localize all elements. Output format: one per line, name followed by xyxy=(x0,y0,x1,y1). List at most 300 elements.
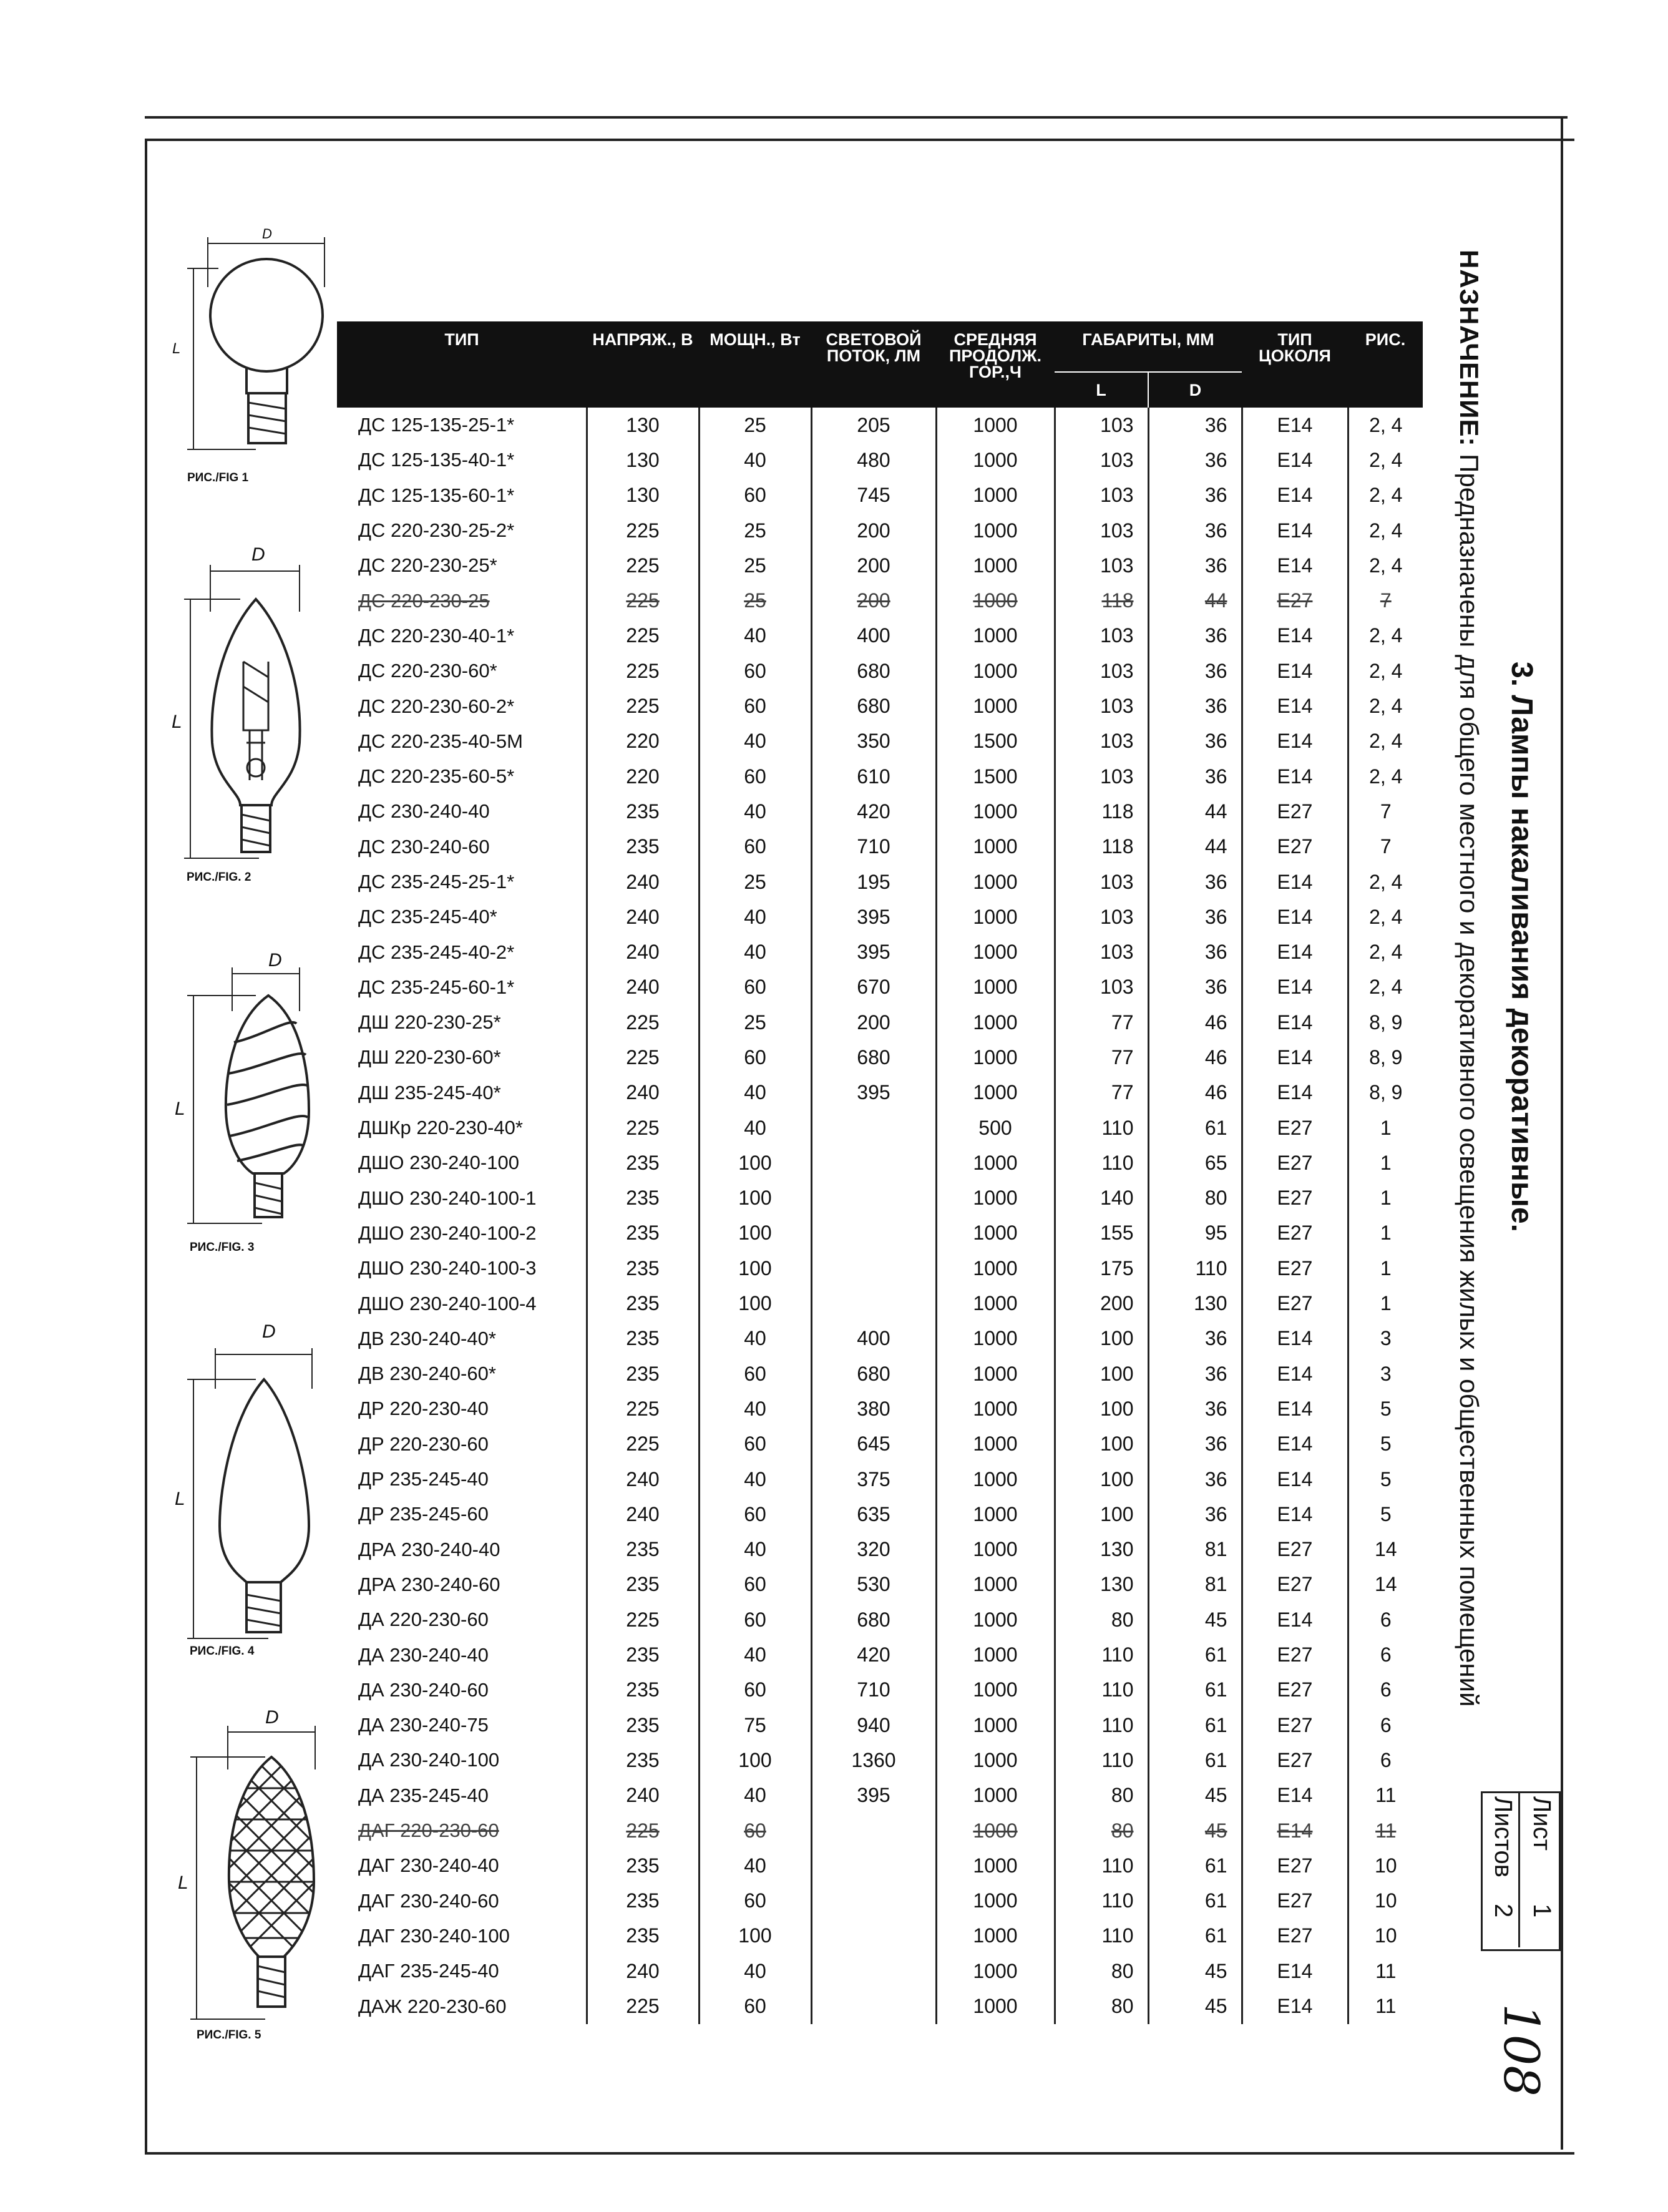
cell-dim-d: 81 xyxy=(1148,1567,1242,1602)
cell-power: 25 xyxy=(699,583,811,618)
table-row xyxy=(337,1637,1423,1672)
figure-1 xyxy=(168,225,349,484)
cell-type: ДС 235-245-25-1* xyxy=(358,871,515,893)
cell-fig: 11 xyxy=(1348,1813,1423,1848)
cell-type: ДА 230-240-75 xyxy=(358,1714,489,1736)
figure-3-d: D xyxy=(268,950,282,971)
stamp-sheet-label: Лист xyxy=(1528,1796,1556,1851)
cell-type: ДР 220-230-60 xyxy=(358,1432,489,1455)
cell-type: ДАГ 230-240-40 xyxy=(358,1854,499,1877)
cell-dim-d: 61 xyxy=(1148,1883,1242,1918)
table-row xyxy=(337,1286,1423,1321)
cell-life: 500 xyxy=(936,1110,1055,1145)
cell-fig: 2, 4 xyxy=(1348,513,1423,548)
cell-fig: 2, 4 xyxy=(1348,653,1423,688)
table-row xyxy=(337,1251,1423,1286)
cell-base: E14 xyxy=(1242,1321,1348,1356)
table-row xyxy=(337,1321,1423,1356)
cell-power: 40 xyxy=(699,1532,811,1567)
cell-base: E14 xyxy=(1242,408,1348,443)
cell-dim-d: 36 xyxy=(1148,759,1242,794)
table-row xyxy=(337,619,1423,653)
cell-dim-d: 45 xyxy=(1148,1813,1242,1848)
cell-flux: 680 xyxy=(811,1356,936,1391)
cell-fig: 11 xyxy=(1348,1954,1423,1989)
table-row xyxy=(337,478,1423,513)
cell-type: ДС 230-240-40 xyxy=(358,800,490,823)
cell-dim-l: 175 xyxy=(1055,1251,1148,1286)
cell-power: 60 xyxy=(699,1040,811,1075)
cell-fig: 2, 4 xyxy=(1348,759,1423,794)
cell-voltage: 225 xyxy=(587,1813,699,1848)
cell-type: ДВ 230-240-60* xyxy=(358,1363,496,1385)
cell-dim-d: 44 xyxy=(1148,830,1242,864)
header-fig: РИС. xyxy=(1348,321,1423,408)
cell-life: 1000 xyxy=(936,513,1055,548)
cell-flux: 380 xyxy=(811,1391,936,1426)
cell-dim-l: 100 xyxy=(1055,1427,1148,1462)
cell-life: 1000 xyxy=(936,583,1055,618)
cell-type: ДА 230-240-100 xyxy=(358,1749,500,1771)
cell-flux: 420 xyxy=(811,1637,936,1672)
cell-life: 1000 xyxy=(936,1883,1055,1918)
cell-type: ДШ 235-245-40* xyxy=(358,1081,501,1104)
cell-life: 1000 xyxy=(936,899,1055,934)
cell-power: 60 xyxy=(699,1356,811,1391)
figure-4-l: L xyxy=(175,1489,185,1509)
figure-4-caption: РИС./FIG. 4 xyxy=(190,1645,255,1658)
cell-life: 1000 xyxy=(936,1778,1055,1813)
cell-fig: 11 xyxy=(1348,1989,1423,2024)
cell-dim-d: 36 xyxy=(1148,934,1242,969)
cell-voltage: 235 xyxy=(587,1567,699,1602)
cell-voltage: 225 xyxy=(587,513,699,548)
table-row xyxy=(337,653,1423,688)
cell-flux: 395 xyxy=(811,899,936,934)
stamp-divider xyxy=(1518,1791,1520,1947)
table-row xyxy=(337,513,1423,548)
cell-base: E27 xyxy=(1242,1145,1348,1180)
table-row xyxy=(337,1110,1423,1145)
cell-type: ДР 235-245-60 xyxy=(358,1503,489,1525)
cell-fig: 7 xyxy=(1348,830,1423,864)
cell-dim-d: 95 xyxy=(1148,1216,1242,1251)
cell-voltage: 235 xyxy=(587,1286,699,1321)
cell-power: 40 xyxy=(699,1778,811,1813)
cell-voltage: 225 xyxy=(587,653,699,688)
cell-power: 40 xyxy=(699,794,811,829)
cell-flux: 680 xyxy=(811,1602,936,1637)
cell-voltage: 240 xyxy=(587,1497,699,1532)
cell-power: 100 xyxy=(699,1286,811,1321)
cell-dim-l: 80 xyxy=(1055,1813,1148,1848)
cell-base: E27 xyxy=(1242,830,1348,864)
cell-fig: 2, 4 xyxy=(1348,548,1423,583)
table-row xyxy=(337,688,1423,723)
cell-base: E27 xyxy=(1242,1637,1348,1672)
cell-fig: 2, 4 xyxy=(1348,864,1423,899)
cell-fig: 6 xyxy=(1348,1673,1423,1708)
cell-dim-d: 46 xyxy=(1148,1075,1242,1110)
cell-fig: 3 xyxy=(1348,1356,1423,1391)
cell-dim-d: 36 xyxy=(1148,653,1242,688)
cell-flux xyxy=(811,1848,936,1883)
cell-life: 1000 xyxy=(936,548,1055,583)
cell-power: 60 xyxy=(699,970,811,1005)
cell-life: 1000 xyxy=(936,830,1055,864)
cell-dim-d: 61 xyxy=(1148,1708,1242,1743)
cell-dim-d: 36 xyxy=(1148,899,1242,934)
cell-dim-l: 103 xyxy=(1055,619,1148,653)
cell-dim-d: 46 xyxy=(1148,1005,1242,1040)
cell-voltage: 225 xyxy=(587,1005,699,1040)
cell-fig: 8, 9 xyxy=(1348,1005,1423,1040)
cell-dim-l: 103 xyxy=(1055,899,1148,934)
cell-life: 1000 xyxy=(936,443,1055,477)
table-row xyxy=(337,1778,1423,1813)
cell-voltage: 225 xyxy=(587,548,699,583)
cell-life: 1000 xyxy=(936,1321,1055,1356)
cell-dim-l: 103 xyxy=(1055,724,1148,759)
cell-dim-l: 103 xyxy=(1055,653,1148,688)
cell-dim-l: 100 xyxy=(1055,1321,1148,1356)
cell-life: 1000 xyxy=(936,1497,1055,1532)
cell-life: 1000 xyxy=(936,478,1055,513)
cell-flux xyxy=(811,1216,936,1251)
cell-base: E27 xyxy=(1242,583,1348,618)
cell-flux: 680 xyxy=(811,653,936,688)
cell-power: 40 xyxy=(699,1462,811,1497)
cell-fig: 1 xyxy=(1348,1181,1423,1216)
cell-type: ДС 220-230-25 xyxy=(358,589,490,612)
cell-voltage: 235 xyxy=(587,1919,699,1954)
table-row xyxy=(337,1462,1423,1497)
cell-dim-d: 45 xyxy=(1148,1954,1242,1989)
cell-power: 40 xyxy=(699,934,811,969)
cell-life: 1500 xyxy=(936,759,1055,794)
cell-fig: 2, 4 xyxy=(1348,934,1423,969)
table-row xyxy=(337,1181,1423,1216)
cell-life: 1000 xyxy=(936,934,1055,969)
cell-dim-l: 155 xyxy=(1055,1216,1148,1251)
cell-fig: 1 xyxy=(1348,1145,1423,1180)
cell-flux: 395 xyxy=(811,934,936,969)
cell-voltage: 235 xyxy=(587,794,699,829)
header-power: МОЩН., Вт xyxy=(699,321,811,408)
cell-voltage: 235 xyxy=(587,1637,699,1672)
cell-power: 40 xyxy=(699,1637,811,1672)
cell-power: 100 xyxy=(699,1181,811,1216)
stamp-sheets-value: 2 xyxy=(1490,1904,1517,1918)
cell-fig: 7 xyxy=(1348,794,1423,829)
cell-flux: 200 xyxy=(811,1005,936,1040)
cell-base: E14 xyxy=(1242,513,1348,548)
table-row xyxy=(337,583,1423,618)
header-voltage: НАПРЯЖ., В xyxy=(587,321,699,408)
cell-life: 1000 xyxy=(936,794,1055,829)
cell-power: 60 xyxy=(699,1989,811,2024)
cell-base: E27 xyxy=(1242,1883,1348,1918)
lamp-table xyxy=(337,321,1423,2024)
cell-voltage: 225 xyxy=(587,583,699,618)
cell-power: 60 xyxy=(699,1813,811,1848)
cell-dim-l: 100 xyxy=(1055,1462,1148,1497)
cell-type: ДС 125-135-25-1* xyxy=(358,414,515,436)
cell-fig: 2, 4 xyxy=(1348,970,1423,1005)
cell-voltage: 130 xyxy=(587,408,699,443)
cell-dim-l: 110 xyxy=(1055,1145,1148,1180)
table-row xyxy=(337,1743,1423,1778)
cell-type: ДА 235-245-40 xyxy=(358,1784,489,1806)
plain-candle-lamp-drawing xyxy=(175,1320,337,1651)
cell-flux: 680 xyxy=(811,688,936,723)
figure-2-d: D xyxy=(251,544,265,565)
section-title: 3. Лампы накаливания декоративные. xyxy=(1505,662,1538,1233)
twisted-lamp-drawing xyxy=(175,949,337,1236)
cell-dim-d: 36 xyxy=(1148,408,1242,443)
cell-base: E27 xyxy=(1242,1708,1348,1743)
cell-flux xyxy=(811,1181,936,1216)
table-row xyxy=(337,1673,1423,1708)
cell-base: E14 xyxy=(1242,548,1348,583)
table-row xyxy=(337,970,1423,1005)
cell-flux: 710 xyxy=(811,830,936,864)
cell-voltage: 225 xyxy=(587,688,699,723)
cell-voltage: 220 xyxy=(587,724,699,759)
cell-base: E14 xyxy=(1242,1356,1348,1391)
cell-type: ДС 125-135-60-1* xyxy=(358,484,515,506)
table-row xyxy=(337,443,1423,477)
cell-dim-l: 103 xyxy=(1055,548,1148,583)
cell-voltage: 235 xyxy=(587,1673,699,1708)
cell-base: E14 xyxy=(1242,688,1348,723)
cell-fig: 1 xyxy=(1348,1110,1423,1145)
cell-voltage: 240 xyxy=(587,1954,699,1989)
header-life: СРЕДНЯЯ ПРОДОЛЖ. ГОР.,Ч xyxy=(936,321,1055,408)
cell-voltage: 240 xyxy=(587,899,699,934)
cell-dim-d: 44 xyxy=(1148,583,1242,618)
cell-dim-l: 103 xyxy=(1055,408,1148,443)
cell-power: 40 xyxy=(699,1954,811,1989)
cell-life: 1000 xyxy=(936,1462,1055,1497)
cell-life: 1000 xyxy=(936,688,1055,723)
cell-base: E14 xyxy=(1242,970,1348,1005)
candle-lamp-drawing xyxy=(172,543,334,868)
faceted-lamp-drawing xyxy=(178,1707,340,2032)
cell-flux: 320 xyxy=(811,1532,936,1567)
cell-dim-d: 36 xyxy=(1148,724,1242,759)
cell-base: E27 xyxy=(1242,1251,1348,1286)
cell-dim-d: 36 xyxy=(1148,1391,1242,1426)
cell-fig: 1 xyxy=(1348,1286,1423,1321)
cell-type: ДШО 230-240-100-3 xyxy=(358,1257,537,1280)
page-number: 108 xyxy=(1493,2004,1549,2097)
cell-dim-d: 44 xyxy=(1148,794,1242,829)
cell-dim-d: 110 xyxy=(1148,1251,1242,1286)
cell-voltage: 235 xyxy=(587,1743,699,1778)
cell-fig: 10 xyxy=(1348,1848,1423,1883)
cell-dim-d: 36 xyxy=(1148,1427,1242,1462)
cell-power: 40 xyxy=(699,1075,811,1110)
cell-life: 1000 xyxy=(936,1637,1055,1672)
cell-dim-d: 61 xyxy=(1148,1637,1242,1672)
cell-dim-l: 80 xyxy=(1055,1778,1148,1813)
table-row xyxy=(337,1216,1423,1251)
cell-power: 60 xyxy=(699,653,811,688)
cell-dim-d: 45 xyxy=(1148,1602,1242,1637)
cell-dim-l: 103 xyxy=(1055,478,1148,513)
cell-base: E27 xyxy=(1242,1110,1348,1145)
cell-flux: 375 xyxy=(811,1462,936,1497)
table-row xyxy=(337,1391,1423,1426)
cell-fig: 2, 4 xyxy=(1348,478,1423,513)
cell-flux xyxy=(811,1145,936,1180)
cell-dim-d: 130 xyxy=(1148,1286,1242,1321)
cell-flux: 395 xyxy=(811,1075,936,1110)
cell-base: E27 xyxy=(1242,1848,1348,1883)
table-row xyxy=(337,899,1423,934)
figure-1-l: L xyxy=(172,340,181,357)
cell-voltage: 225 xyxy=(587,1040,699,1075)
table-row xyxy=(337,1919,1423,1954)
cell-base: E14 xyxy=(1242,1602,1348,1637)
purpose-text xyxy=(1454,250,1484,1707)
cell-type: ДАГ 230-240-100 xyxy=(358,1924,510,1947)
table-row xyxy=(337,934,1423,969)
cell-base: E14 xyxy=(1242,1040,1348,1075)
cell-dim-d: 46 xyxy=(1148,1040,1242,1075)
cell-type: ДС 235-245-60-1* xyxy=(358,976,515,998)
cell-power: 60 xyxy=(699,1567,811,1602)
cell-life: 1000 xyxy=(936,1708,1055,1743)
cell-dim-d: 61 xyxy=(1148,1673,1242,1708)
cell-life: 1000 xyxy=(936,1075,1055,1110)
globe-lamp-drawing xyxy=(168,225,349,462)
cell-base: E14 xyxy=(1242,443,1348,477)
cell-dim-l: 103 xyxy=(1055,688,1148,723)
sheet-stamp xyxy=(1481,1791,1561,1941)
figure-5-caption: РИС./FIG. 5 xyxy=(197,2028,261,2042)
cell-life: 1000 xyxy=(936,1813,1055,1848)
header-dim-d: D xyxy=(1148,372,1242,408)
cell-dim-d: 36 xyxy=(1148,970,1242,1005)
cell-base: E27 xyxy=(1242,1532,1348,1567)
cell-voltage: 130 xyxy=(587,478,699,513)
cell-voltage: 235 xyxy=(587,1848,699,1883)
cell-flux: 200 xyxy=(811,513,936,548)
cell-life: 1000 xyxy=(936,1602,1055,1637)
cell-fig: 6 xyxy=(1348,1602,1423,1637)
cell-base: E14 xyxy=(1242,1813,1348,1848)
cell-dim-d: 81 xyxy=(1148,1532,1242,1567)
cell-dim-l: 110 xyxy=(1055,1848,1148,1883)
cell-base: E14 xyxy=(1242,1989,1348,2024)
table-row xyxy=(337,548,1423,583)
cell-type: ДС 220-230-40-1* xyxy=(358,624,515,647)
cell-flux: 350 xyxy=(811,724,936,759)
cell-dim-d: 36 xyxy=(1148,688,1242,723)
cell-fig: 2, 4 xyxy=(1348,408,1423,443)
header-dim-l: L xyxy=(1055,372,1148,408)
cell-base: E14 xyxy=(1242,1075,1348,1110)
cell-power: 40 xyxy=(699,1391,811,1426)
cell-type: ДС 220-235-40-5М xyxy=(358,730,523,752)
cell-fig: 2, 4 xyxy=(1348,443,1423,477)
table-row xyxy=(337,1356,1423,1391)
header-type: ТИП xyxy=(337,321,587,408)
cell-flux xyxy=(811,1919,936,1954)
cell-type: ДШКр 220-230-40* xyxy=(358,1117,523,1139)
cell-fig: 2, 4 xyxy=(1348,619,1423,653)
cell-dim-d: 80 xyxy=(1148,1181,1242,1216)
cell-type: ДС 220-230-25-2* xyxy=(358,519,515,542)
cell-power: 25 xyxy=(699,1005,811,1040)
cell-dim-d: 36 xyxy=(1148,619,1242,653)
cell-voltage: 225 xyxy=(587,1391,699,1426)
cell-type: ДС 235-245-40* xyxy=(358,906,497,928)
cell-type: ДА 220-230-60 xyxy=(358,1608,489,1631)
cell-power: 60 xyxy=(699,1673,811,1708)
cell-dim-l: 118 xyxy=(1055,830,1148,864)
cell-dim-l: 130 xyxy=(1055,1567,1148,1602)
cell-life: 1000 xyxy=(936,864,1055,899)
cell-fig: 11 xyxy=(1348,1778,1423,1813)
header-flux: СВЕТОВОЙ ПОТОК, ЛМ xyxy=(811,321,936,408)
cell-life: 1000 xyxy=(936,1145,1055,1180)
table-row xyxy=(337,1883,1423,1918)
cell-fig: 5 xyxy=(1348,1427,1423,1462)
cell-dim-d: 45 xyxy=(1148,1778,1242,1813)
cell-dim-l: 100 xyxy=(1055,1356,1148,1391)
cell-base: E27 xyxy=(1242,1673,1348,1708)
cell-flux: 400 xyxy=(811,1321,936,1356)
cell-base: E14 xyxy=(1242,1954,1348,1989)
cell-life: 1000 xyxy=(936,1919,1055,1954)
stamp-sheet-value: 1 xyxy=(1528,1904,1556,1918)
cell-type: ДШО 230-240-100 xyxy=(358,1152,519,1174)
cell-life: 1000 xyxy=(936,1954,1055,1989)
cell-flux: 200 xyxy=(811,583,936,618)
cell-flux: 395 xyxy=(811,1778,936,1813)
cell-dim-l: 200 xyxy=(1055,1286,1148,1321)
cell-life: 1000 xyxy=(936,408,1055,443)
cell-dim-l: 100 xyxy=(1055,1391,1148,1426)
figure-5 xyxy=(178,1707,340,2042)
cell-dim-l: 140 xyxy=(1055,1181,1148,1216)
cell-fig: 2, 4 xyxy=(1348,724,1423,759)
cell-life: 1000 xyxy=(936,1567,1055,1602)
cell-dim-l: 77 xyxy=(1055,1075,1148,1110)
cell-dim-d: 36 xyxy=(1148,513,1242,548)
table-row xyxy=(337,408,1423,443)
cell-type: ДС 220-230-60-2* xyxy=(358,695,515,717)
cell-flux: 710 xyxy=(811,1673,936,1708)
cell-dim-l: 110 xyxy=(1055,1673,1148,1708)
cell-type: ДР 235-245-40 xyxy=(358,1468,489,1490)
cell-voltage: 235 xyxy=(587,1251,699,1286)
cell-base: E14 xyxy=(1242,934,1348,969)
cell-dim-l: 118 xyxy=(1055,583,1148,618)
cell-base: E27 xyxy=(1242,1286,1348,1321)
cell-dim-l: 80 xyxy=(1055,1989,1148,2024)
cell-fig: 8, 9 xyxy=(1348,1040,1423,1075)
cell-type: ДШО 230-240-100-4 xyxy=(358,1292,537,1314)
cell-life: 1000 xyxy=(936,1356,1055,1391)
figure-4 xyxy=(175,1320,337,1658)
cell-power: 40 xyxy=(699,443,811,477)
cell-power: 25 xyxy=(699,513,811,548)
cell-base: E14 xyxy=(1242,478,1348,513)
